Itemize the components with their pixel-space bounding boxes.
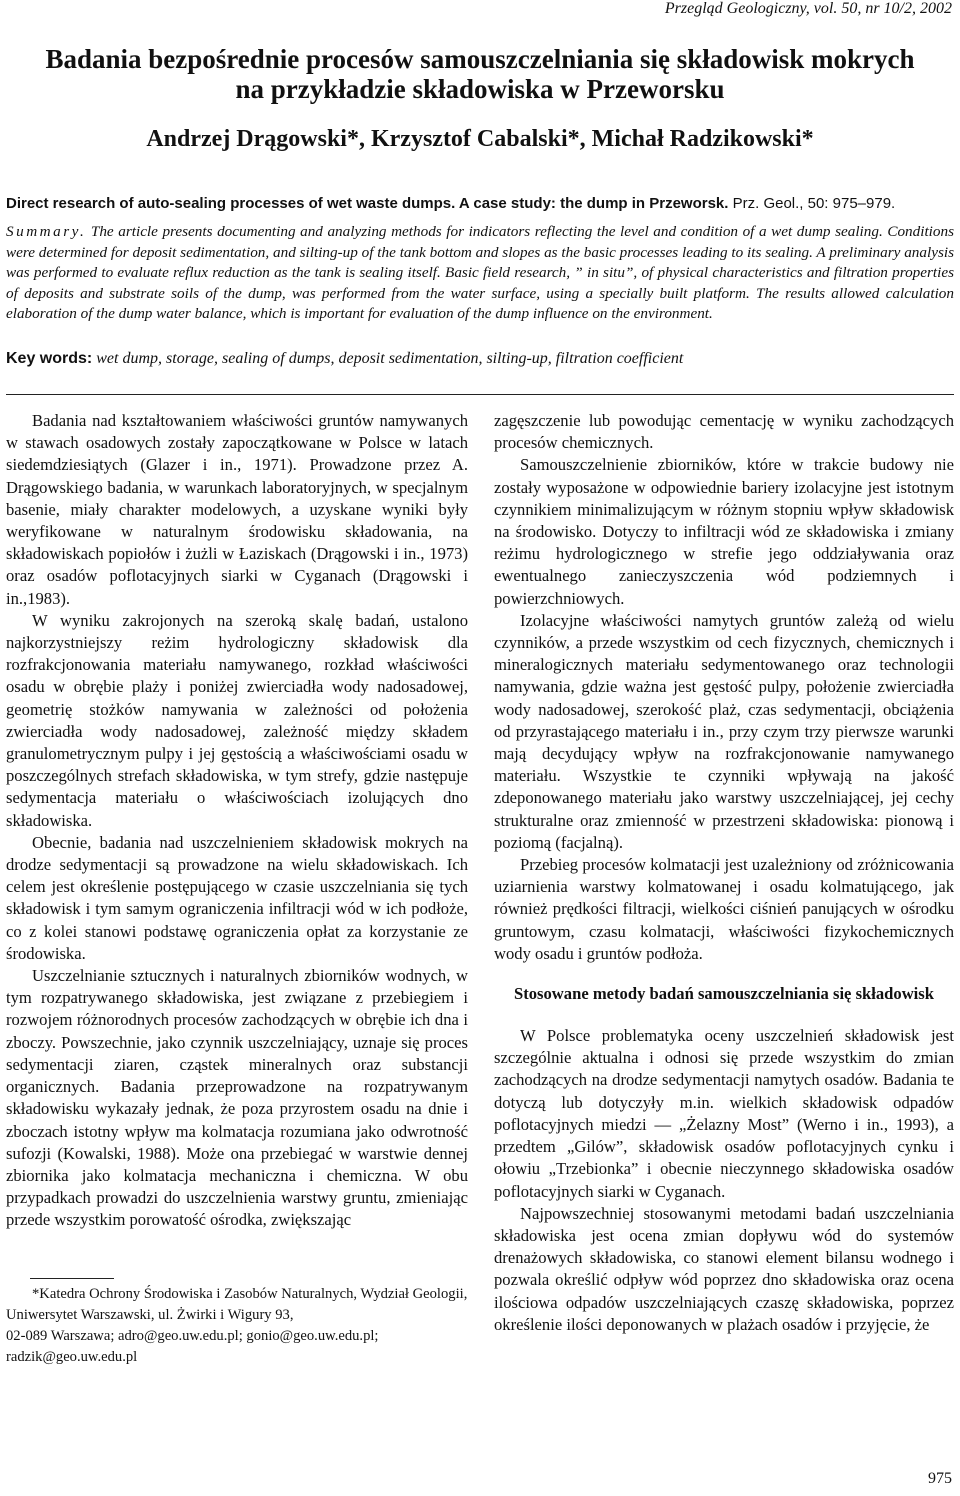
title-line-1: Badania bezpośrednie procesów samouszczelniania się składowisk mokrych <box>45 44 915 74</box>
summary-text: The article presents documenting and analyzing methods for indicators reflecting the level and condition of a wet dump sealing. Conditions were determined for deposit sedimentation, and silting-up of the tank bottom and slopes as the basic processes leading to its sealing. A preliminary analysis was performed to evaluate reflux reduction as the tank is sealing itself. Basic field research, ” in situ”, of physical characteristics and filtration properties of deposits and substrate soils of the dump, was performed from the water surface, using a specially built platform. The results allowed calculation elaboration of the dump water balance, which is important for evaluation of the dump influence on the environment. <box>6 223 954 322</box>
paragraph: W Polsce problematyka oceny uszczelnień składowisk jest szczególnie aktualna i odnosi się przede wszystkim do zmian zachodzących na drodze sedymentacji namytych osadów. Badania te dotyczą lub dotyczyły m.in. wielkich składowisk odpadów poflotacyjnych miedzi — „Żelazny Most” (Werno i in., 1993), a przedtem „Gilów”, składowisk osadów poflotacyjnych cynku i ołowiu „Trzebionka” i obecnie nieczynnego składowiska osadów poflotacyjnych siarki w Cyganach. <box>494 1026 954 1201</box>
paragraph: Przebieg procesów kolmatacji jest uzależniony od zróżnicowania uziarnienia warstwy kolmatowanej i osadu kolmatującego, jak również prędkości filtracji, wielkości ciśnień panujących w ośrodku gruntowym, czasu kolmatacji, właściwości fizykochemicznych wody osadu i gruntów podłoża. <box>494 855 954 963</box>
right-column <box>494 410 954 1336</box>
summary-label: Summary. <box>6 223 87 240</box>
authors: Andrzej Drągowski*, Krzysztof Cabalski*, Michał Radzikowski* <box>146 126 814 152</box>
footnote-line: *Katedra Ochrony Środowiska i Zasobów Naturalnych, Wydział Geologii, Uniwersytet Warszawski, ul. Żwirki i Wigury 93, <box>6 1286 468 1323</box>
keywords-text: wet dump, storage, sealing of dumps, deposit sedimentation, silting-up, filtration coefficient <box>92 350 684 367</box>
english-reference <box>6 195 954 212</box>
keywords <box>6 350 954 368</box>
title-line-2: na przykładzie składowiska w Przeworsku <box>235 74 725 104</box>
header-divider <box>6 394 954 395</box>
reference-citation: Prz. Geol., 50: 975–979. <box>728 195 896 212</box>
keywords-label: Key words: <box>6 350 93 367</box>
reference-title: Direct research of auto-sealing processes of wet waste dumps. A case study: the dump in Przeworsk. <box>6 195 729 212</box>
paragraph: Najpowszechniej stosowanymi metodami badań uszczelniania składowiska jest ocena zmian dopływu wód do systemów drenażowych składowiska, co stanowi element bilansu wodnego i pozwala określić odpływ wód poprzez dno składowiska oraz ocena ilościowa odpadów uszczelniających czaszę składowiska, poprzez określenie ilości deponowanych w plażach osadów i przyjęcie, że <box>494 1203 954 1334</box>
footnote-divider <box>30 1278 114 1279</box>
footnote <box>6 1284 468 1368</box>
paragraph: Obecnie, badania nad uszczelnieniem składowisk mokrych na drodze sedymentacji są prowadzone na wielu składowiskach. Ich celem jest określenie postępującego w czasie uszczelniania się tych składowisk i tym samym ograniczenia infiltracji wód w ich podłoże, co z kolei stanowi podstawę ograniczenia opłat za korzystanie ze środowiska. <box>6 832 468 963</box>
page-number: 975 <box>928 1470 952 1487</box>
paragraph: Izolacyjne właściwości namytych gruntów zależą od wielu czynników, a przede wszystkim od cech fizycznych, chemicznych i mineralogicznych materiału sedymentowanego oraz technologii namywania, gdzie ważna jest gęstość pulpy, położenie zwierciadła wody nadosadowej, szerokość plaż, czas sedymentacji, obciążenia od przyrastającego materiału i in., przy czym trzy pierwsze warunki mają decydujący wpływ na rozfrakcjonowanie namywanego materiału. Wszystkie te czynniki wpływają na jakość zdeponowanego materiału jako warstwy uszczelniającej, jej cechy strukturalne oraz zmienność w przestrzeni składowiska: pionową i poziomą (facjalną). <box>494 610 954 852</box>
paragraph: Uszczelnianie sztucznych i naturalnych zbiorników wodnych, w tym rozpatrywanego składowiska, jest związane z przebiegiem i rozwojem różnorodnych procesów zachodzących w obrębie ich dna i zboczy. Powszechnie, jako czynnik uszczelniający, uznaje się proces sedymentacji ziaren, cząstek mineralnych oraz substancji organicznych. Badania przeprowadzone na rozpatrywanym składowisku wykazały jednak, że poza przyrostem osadu na dnie i zboczach istotny wpływ ma kolmatacja rozumiana jako odwrotność sufozji (Kowalski, 1988). Może ona przebiegać w warstwie dennej zbiornika jako kolmatacja mechaniczna i chemiczna. W obu przypadkach prowadzi do uszczelnienia warstwy gruntu, zmieniając przede wszystkim porowatość ośrodka, zwiększając <box>6 966 468 1230</box>
paragraph: Badania nad kształtowaniem właściwości gruntów namywanych w stawach osadowych zostały zapoczątkowane w Polsce w latach siedemdziesiątych (Glazer i in., 1971). Prowadzone przez A. Drągowskiego badania, w warunkach laboratoryjnych, w specjalnym basenie, miały charakter modelowych, a uzyskane wyniki były weryfikowane w naturalnym środowisku składowania, na składowiskach popiołów i żużli w Łaziskach (Drągowski i in., 1973) oraz osadów poflotacyjnych siarki w Cyganach (Drągowski i in.,1983). <box>6 411 468 608</box>
journal-header: Przegląd Geologiczny, vol. 50, nr 10/2, 2002 <box>664 0 952 17</box>
paragraph: Samouszczelnienie zbiorników, które w trakcie budowy nie zostały wyposażone w odpowiednie bariery izolacyjne jest istotnym czynnikiem minimalizującym w różnym stopniu wpływ składowisk na środowisko. Dotyczy to infiltracji wód ze składowiska i zmiany reżimu hydrologicznego w strefie jego oddziaływania oraz ewentualnego zanieczyszczenia wód podziemnych i powierzchniowych. <box>494 455 954 608</box>
paragraph: W wyniku zakrojonych na szeroką skalę badań, ustalono najkorzystniejszy reżim hydrologiczny składowisk dla rozfrakcjonowania materiału namywanego, rozkład właściwości osadu w obrębie plaży i poniżej zwierciadła wody nadosadowej, geometrię stożków namywania w zależności od położenia zwierciadła wody nadosadowej, zależność między składem granulometrycznym pulpy i jej gęstością a właściwościami osadu w poszczególnych strefach składowiska, w tym strefy, gdzie następuje sedymentacja materiału o właściwościach izolujących dno składowiska. <box>6 610 468 830</box>
section-heading: Stosowane metody badań samouszczelniania się składowisk <box>514 984 934 1004</box>
article-title <box>0 44 960 104</box>
paragraph: zagęszczenie lub powodując cementację w wyniku zachodzących procesów chemicznych. <box>494 411 954 453</box>
summary <box>6 222 954 325</box>
footnote-line: 02-089 Warszawa; adro@geo.uw.edu.pl; gonio@geo.uw.edu.pl; <box>6 1328 379 1344</box>
footnote-line: radzik@geo.uw.edu.pl <box>6 1349 138 1365</box>
left-column <box>6 410 468 1232</box>
